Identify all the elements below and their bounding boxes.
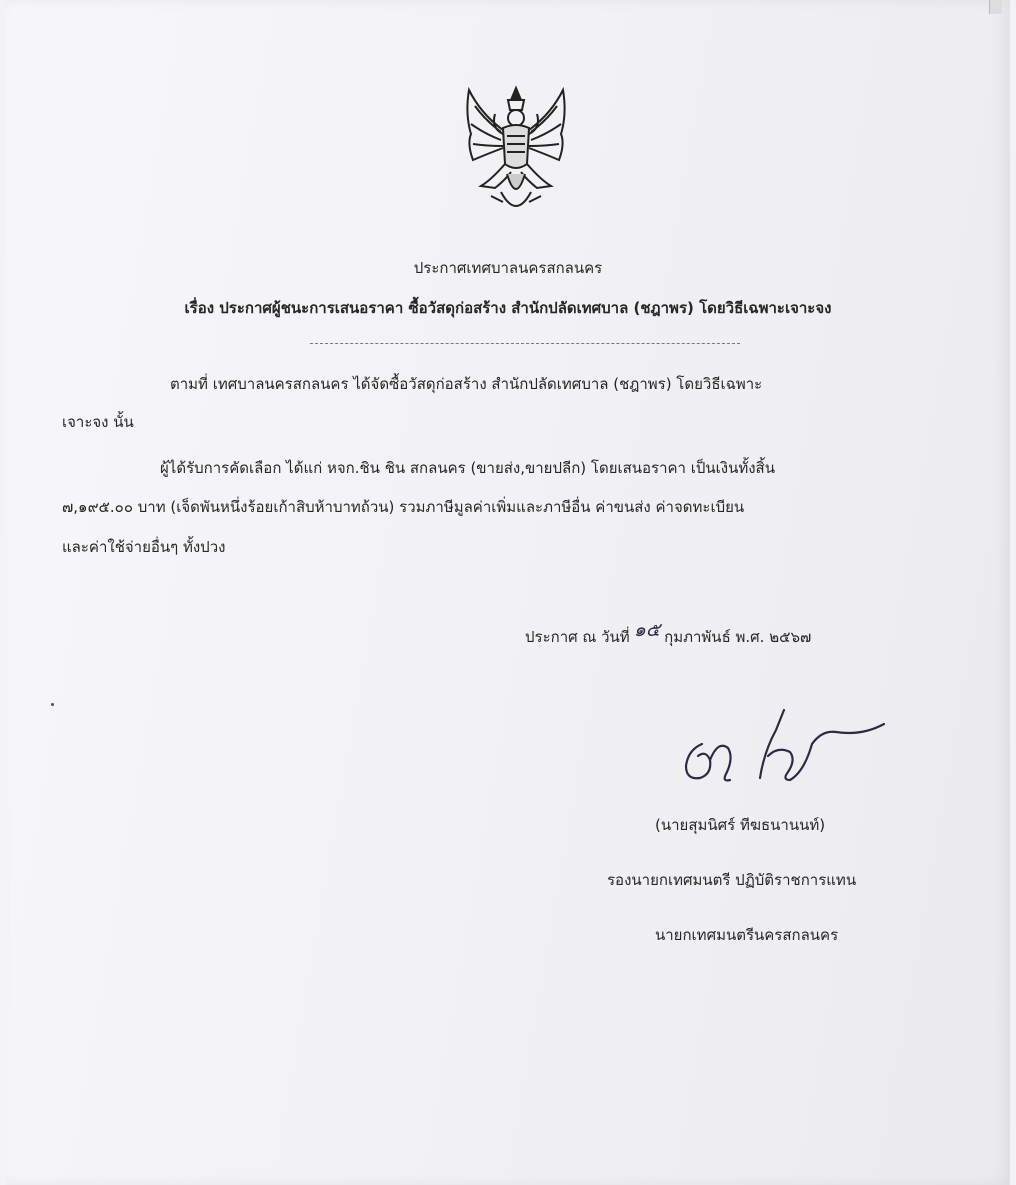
announcement-title: ประกาศเทศบาลนครสกลนคร xyxy=(413,259,603,277)
paragraph-2-line-3: และค่าใช้จ่ายอื่นๆ ทั้งปวง xyxy=(62,538,226,556)
signatory-position: รองนายกเทศมนตรี ปฏิบัติราชการแทน xyxy=(607,871,857,889)
paragraph-2-line-2: ๗,๑๙๕.๐๐ บาท (เจ็ดพันหนึ่งร้อยเก้าสิบห้าบาทถ้วน) รวมภาษีมูลค่าเพิ่มและภาษีอื่น ค่าขนส่ง ค่าจดทะเบียน xyxy=(62,498,745,516)
signatory-position-mayor: นายกเทศมนตรีนครสกลนคร xyxy=(655,926,839,944)
date-suffix: กุมภาพันธ์ พ.ศ. ๒๕๖๗ xyxy=(664,628,812,646)
paragraph-2-line-1: ผู้ได้รับการคัดเลือก ได้แก่ หจก.ชิน ชิน สกลนคร (ขายส่ง,ขายปลีก) โดยเสนอราคา เป็นเงินทั้งสิ้น xyxy=(160,459,775,477)
signatory-name: (นายสุมนิศร์ ทีฆธนานนท์) xyxy=(655,816,826,834)
announcement-date xyxy=(525,619,812,647)
paragraph-1-line-1: ตามที่ เทศบาลนครสกลนคร ได้จัดซื้อวัสดุก่อสร้าง สำนักปลัดเทศบาล (ชฎาพร) โดยวิธีเฉพาะ xyxy=(170,375,763,393)
paragraph-1-line-2: เจาะจง นั้น xyxy=(62,413,134,431)
handwritten-signature xyxy=(672,700,892,790)
garuda-emblem-icon xyxy=(461,84,571,224)
announcement-subject: เรื่อง ประกาศผู้ชนะการเสนอราคา ซื้อวัสดุก่อสร้าง สำนักปลัดเทศบาล (ชฎาพร) โดยวิธีเฉพาะเจาะจง xyxy=(184,299,832,317)
page-corner-tab xyxy=(989,0,1002,14)
stray-mark xyxy=(51,703,54,706)
document-page xyxy=(6,0,1010,1185)
divider-line xyxy=(310,343,740,344)
date-prefix: ประกาศ ณ วันที่ xyxy=(525,628,630,646)
date-day-handwritten: ๑๕ xyxy=(633,619,661,641)
